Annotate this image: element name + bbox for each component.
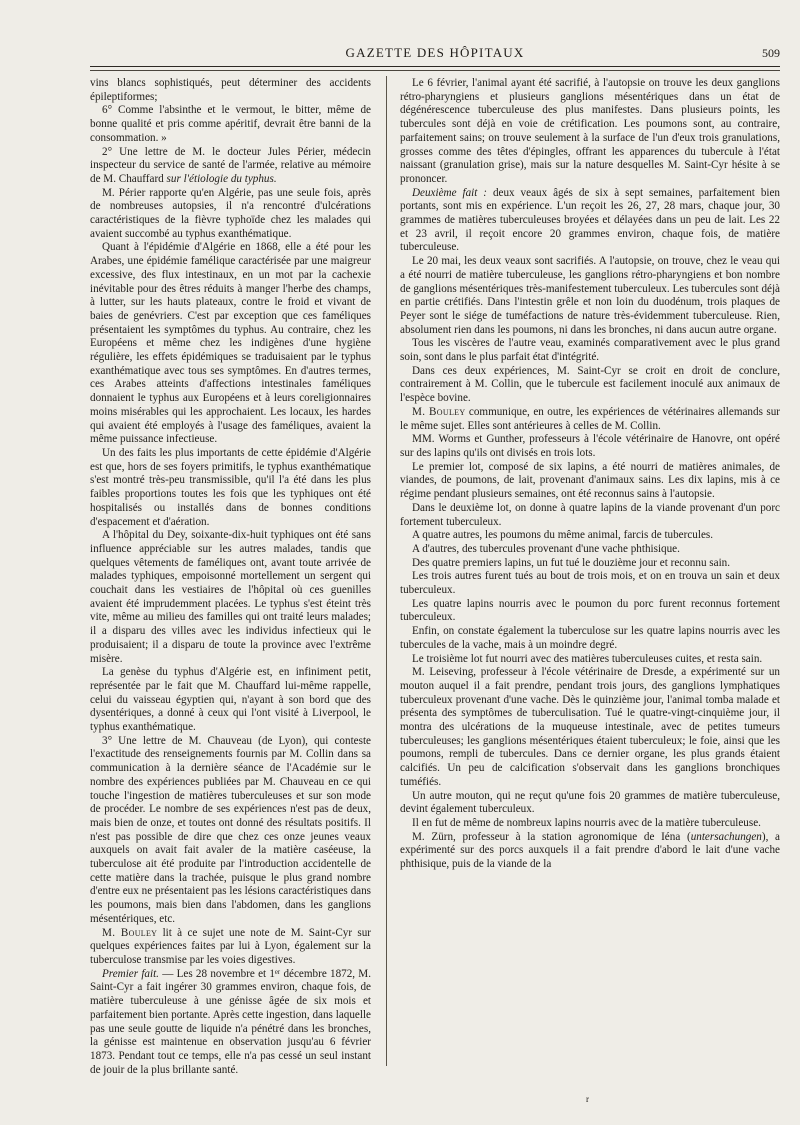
paragraph-text: Tous les viscères de l'autre veau, examinés comparativement avec le plus grand soin, sont dans le plus parfait état d'intégrité. <box>400 337 780 364</box>
paragraph-text: Un des faits les plus importants de cette épidémie d'Algérie est que, hors de ses foyers primitifs, le typhus exanthématique s'est montré très-peu transmissible, qu'il l'a été dans les plus faibles proportions toutes les fois que les typhiques ont été hospitalisés ou installés dans de bonnes conditions d'espacement et d'aération. <box>90 446 371 528</box>
paragraph-text: Les trois autres furent tués au bout de trois mois, et on en trouva un sain et deux tuberculeux. <box>400 570 780 597</box>
paragraph-text: La genèse du typhus d'Algérie est, en infiniment petit, représentée par le fait que M. Chauffard lui-même rappelle, celui du vaisseau égyptien qui, n'ayant à son bord que des dysentériques, a donné à ceux qui l'ont visité à Liverpool, le typhus exanthématique. <box>90 666 371 734</box>
paragraph-text: Les quatre lapins nourris avec le poumon du porc furent reconnus fortement tuberculeux. <box>400 597 780 624</box>
paragraph <box>400 502 780 529</box>
paragraph <box>90 447 371 529</box>
paragraph-text: Enfin, on constate également la tuberculose sur les quatre lapins nourris avec les tubercules de la vache, mais à un moindre degré. <box>400 625 780 651</box>
paragraph-italic: untersachungen <box>690 830 762 843</box>
paragraph-text: M. Périer rapporte qu'en Algérie, pas une seule fois, après de nombreuses autopsies, il n'a rencontré d'ulcérations caractéristiques de la fièvre typhoïde chez les malades qui avaient succombé au typhus exanthématique. <box>90 186 371 240</box>
paragraph <box>400 543 780 557</box>
footer-mark: r <box>586 1094 589 1104</box>
paragraph <box>400 406 780 433</box>
right-column <box>400 77 780 1087</box>
running-title: GAZETTE DES HÔPITAUX <box>345 45 525 60</box>
header-rule-thin <box>90 70 780 71</box>
paragraph <box>400 365 780 406</box>
paragraph-sc: M. Bouley <box>102 926 158 939</box>
paragraph-text: Le 6 février, l'animal ayant été sacrifié, à l'autopsie on trouve les deux ganglions rétro-pharyngiens et plusieurs ganglions mésentériques dans un état de dégénérescence tuberculeuse des plus manifestes. Dans plusieurs points, les tubercules sont déjà en voie de crétification. Les poumons sont, au contraire, parfaitement sains; on trouve seulement à la surface de l'un d'eux trois granulations, grosses comme des têtes d'épingles, offrant les apparences du tubercule à l'état naissant (granulation grise), mais sur la nature desquelles M. Saint-Cyr hésite à se prononcer. <box>400 77 780 185</box>
paragraph <box>400 433 780 460</box>
paragraph <box>400 529 780 543</box>
paragraph <box>90 735 371 927</box>
paragraph <box>400 187 780 256</box>
paragraph-text: Quant à l'épidémie d'Algérie en 1868, elle a été pour les Arabes, une épidémie famélique caractérisée par une maigreur excessive, des flux intestinaux, en un mot par la cachexie inévitable pour des êtres réduits à manger l'herbe des champs, à lutter, sur les hauts plateaux, contre le froid et vivant de baies de genévriers. C'est par exception que ces faméliques présentaient les symptômes du typhus. Au contraire, chez les Européens et même chez les indigènes d'une hygiène régulière, les effets épidémiques se traduisaient par le typhus exanthématique avec tous ses symptômes. En d'autres termes, ces Arabes atteints d'affections intestinales faméliques donnaient le typhus aux Européens et à leurs coreligionnaires moins misérables qui les approchaient. Les locaux, les hardes qui avaient été employés à l'usage des faméliques, avaient la même puissance infectieuse. <box>90 241 371 446</box>
paragraph <box>400 625 780 652</box>
paragraph-text: A quatre autres, les poumons du même animal, farcis de tubercules. <box>412 529 714 542</box>
paragraph-after: communique, en outre, les expériences de vétérinaires allemands sur le même sujet. Elles sont antérieures à celles de M. Collin. <box>400 405 780 432</box>
paragraph-text: A d'autres, des tubercules provenant d'une vache phthisique. <box>412 542 680 555</box>
paragraph <box>400 817 780 831</box>
paragraph-text: Le troisième lot fut nourri avec des matières tuberculeuses cuites, et resta sain. <box>412 652 763 665</box>
paragraph <box>90 104 371 145</box>
header-rule-thick <box>90 66 780 67</box>
paragraph-text: Le 20 mai, les deux veaux sont sacrifiés. A l'autopsie, on trouve, chez le veau qui a été nourri de matière tuberculeuse, les ganglions rétro-pharyngiens et bon nombre de ganglions mésentériques très-manifestement tuberculeux. Les tubercules sont déjà en partie crétifiés. Dans l'intestin grêle et non loin du duodénum, trois plaques de Peyer sont le siége de tuméfactions de nature très-évidemment tuberculeuse. Rien, absolument rien dans les poumons, ni dans les bronches, ni dans aucun autre organe. <box>400 255 780 336</box>
paragraph <box>90 187 371 242</box>
paragraph-italic: Premier fait. <box>102 967 159 980</box>
column-divider <box>386 76 387 1066</box>
paragraph <box>90 529 371 666</box>
paragraph <box>400 570 780 597</box>
paragraph-text: Un autre mouton, qui ne reçut qu'une fois 20 grammes de matière tuberculeuse, devint également tuberculeux. <box>400 789 780 816</box>
paragraph <box>400 666 780 789</box>
paragraph <box>90 968 371 1078</box>
paragraph-after: — Les 28 novembre et 1ᵉʳ décembre 1872, M. Saint-Cyr a fait ingérer 30 grammes environ, chaque fois, de matière tuberculeuse à une génisse âgée de six mois et parfaitement bien portante. Après cette ingestion, dans laquelle pas une seule goutte de liquide n'a pénétré dans les bronches, la génisse est maintenue en observation jusqu'au 6 février 1873. Pendant tout ce temps, elle n'a pas cessé un seul instant de jouir de la plus brillante santé. <box>90 967 371 1076</box>
paragraph-text: Le premier lot, composé de six lapins, a été nourri de matières animales, de viandes, de poumons, de lait, provenant d'animaux sains. Les dix lapins, mis à ce régime pendant plusieurs semaines, ont été reconnus sains à l'autopsie. <box>400 460 780 501</box>
paragraph-text: Dans le deuxième lot, on donne à quatre lapins de la viande provenant d'un porc fortement tuberculeux. <box>400 501 780 528</box>
paragraph-text: Dans ces deux expériences, M. Saint-Cyr se croit en droit de conclure, contrairement à M. Collin, que le tubercule est facilement inoculé aux animaux de l'espèce bovine. <box>400 364 780 405</box>
left-column <box>90 77 371 1087</box>
paragraph <box>400 598 780 625</box>
paragraph <box>90 927 371 968</box>
paragraph-text: 6° Comme l'absinthe et le vermout, le bitter, même de bonne qualité et pris comme apéritif, devrait être banni de la consommation. » <box>90 104 371 144</box>
paragraph <box>400 255 780 337</box>
paragraph <box>90 241 371 447</box>
paragraph-lead: M. Zürn, professeur à la station agronomique de Iéna ( <box>412 830 691 843</box>
paragraph-text: M. Leiseving, professeur à l'école vétérinaire de Dresde, a expérimenté sur un mouton auquel il a fait prendre, pendant trois jours, des ganglions lymphatiques tuberculeux provenant d'une vache. Dès le quinzième jour, l'animal tomba malade et présenta des symptômes de tuberculisation. Tué le quatre-vingt-cinquième jour, il montra des ulcérations de la muqueuse intestinale, avec de petites tumeurs tuberculeuses; les ganglions mésentériques étaient tuberculeux; le foie, ainsi que les poumons, rempli de tubercules. Dans ce dernier organe, les plus grands étaient calcifiés. Un peu de calcification s'observait dans les ganglions bronchiques tuméfiés. <box>400 666 780 788</box>
paragraph <box>400 461 780 502</box>
paragraph-text: vins blancs sophistiqués, peut déterminer des accidents épileptiformes; <box>90 77 371 103</box>
paragraph-italic: Deuxième fait : <box>412 186 487 199</box>
paragraph-after: lit à ce sujet une note de M. Saint-Cyr sur quelques expériences faites par lui à Lyon, également sur la tuberculose transmise par les voies digestives. <box>90 926 371 966</box>
paragraph-lead: 2° Une lettre de M. le docteur Jules Périer, médecin inspecteur du service de santé de l'armée, relative au mémoire de M. Chauffard <box>90 145 371 185</box>
paragraph <box>400 790 780 817</box>
paragraph-text: Des quatre premiers lapins, un fut tué le douzième jour et reconnu sain. <box>412 556 731 569</box>
paragraph <box>90 146 371 187</box>
paragraph <box>400 77 780 187</box>
paragraph <box>400 337 780 364</box>
page-header <box>90 42 780 64</box>
paragraph-italic: sur l'étiologie du typhus. <box>166 172 277 185</box>
paragraph-text: A l'hôpital du Dey, soixante-dix-huit typhiques ont été sans influence appréciable sur les autres malades, tandis que quelques vêtements de faméliques ont, avant toute arrivée de malades typhiques, empoisonné mortellement un sergent qui couchait dans les vestiaires de l'hôpital où ces guenilles avaient été imprudemment placées. Le typhus s'est éteint très vite, même au milieu des familles qui ont traité leurs malades; il a disparu des villes avec les individus infectieux qui le produisaient; il a disparu de toute la province avec l'extrême misère. <box>90 529 371 665</box>
paragraph <box>400 557 780 571</box>
paragraph <box>90 77 371 104</box>
paragraph-text: 3° Une lettre de M. Chauveau (de Lyon), qui conteste l'exactitude des renseignements fournis par M. Collin dans sa communication à la dernière séance de l'Académie sur le nombre des expériences publiées par M. Chauveau en ce qui touche l'ingestion de matières tuberculeuses et sur son mode de procéder. Le nombre de ses expériences n'est pas de deux, mais bien de onze, et toutes ont donné des résultats positifs. Il n'est pas possible de dire que chez ces onze jeunes veaux auxquels on avait fait avaler de la matière caséeuse, la tuberculose ait été produite par l'introduction accidentelle de cette matière dans la trachée, puisque le plus grand nombre d'entre eux ne présentaient pas les lésions caractéristiques dans les poumons, mais bien dans l'abdomen, dans les ganglions mésentériques, etc. <box>90 734 371 925</box>
paragraph-after: ), a expérimenté sur des porcs auxquels il a fait prendre d'abord le lait d'une vache phthisique, puis de la viande de la <box>400 830 780 871</box>
paragraph-text: Il en fut de même de nombreux lapins nourris avec de la matière tuberculeuse. <box>412 816 761 829</box>
page-number: 509 <box>762 46 780 60</box>
paragraph-text: MM. Worms et Gunther, professeurs à l'école vétérinaire de Hanovre, ont opéré sur des lapins qu'ils ont divisés en trois lots. <box>400 433 780 459</box>
paragraph-sc: M. Bouley <box>412 405 466 418</box>
paragraph <box>400 653 780 667</box>
paragraph-after: deux veaux âgés de six à sept semaines, parfaitement bien portants, sont mis en expérience. L'un reçoit les 26, 27, 28 mars, chaque jour, 30 grammes de matières tuberculeuses broyées et délayées dans un peu de lait. Les 22 et 23 avril, il reçoit encore 20 grammes environ, chaque fois, de matière tuberculeuse. <box>400 186 780 254</box>
paragraph <box>400 831 780 872</box>
paragraph <box>90 666 371 735</box>
